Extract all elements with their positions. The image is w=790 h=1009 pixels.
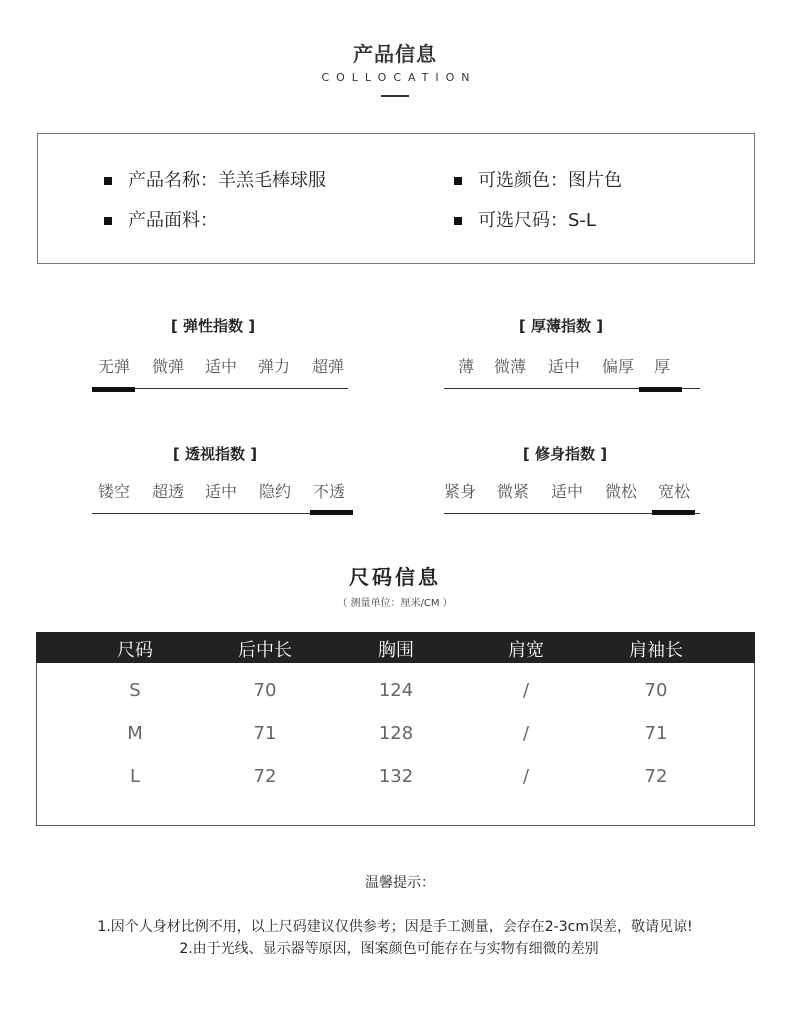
product-info-box	[37, 133, 755, 264]
product-fabric: 产品面料：	[128, 210, 218, 231]
fit-selected-marker	[652, 510, 695, 515]
fit-option: 微松	[604, 482, 637, 501]
product-colors: 可选颜色：图片色	[478, 170, 622, 191]
tip-line-1: 1.因个人身材比例不用，以上尺码建议仅供参考；因是手工测量，会存在2-3cm误差，敬请见谅!	[97, 919, 693, 935]
product-sizes: 可选尺码：S-L	[478, 210, 596, 231]
table-cell: /	[522, 680, 530, 701]
fit-index-title: [ 修身指数 ]	[522, 445, 608, 463]
thickness-option: 薄	[457, 357, 474, 376]
product-name-item	[104, 169, 424, 193]
bullet-icon	[454, 217, 462, 225]
column-header-size: 尺码	[117, 640, 153, 661]
tips-title: 温馨提示：	[365, 875, 435, 891]
transparency-selected-marker	[310, 510, 353, 515]
bullet-icon	[104, 177, 112, 185]
table-cell: 72	[644, 766, 668, 787]
table-cell: M	[127, 723, 143, 744]
table-cell: 128	[378, 723, 414, 744]
page-subtitle: COLLOCATION	[321, 71, 477, 84]
page-title: 产品信息	[353, 42, 437, 66]
thickness-selected-marker	[639, 387, 682, 392]
transparency-option: 隐约	[258, 482, 291, 501]
size-unit-note: （ 测量单位：厘米/CM ）	[337, 598, 453, 609]
table-cell: 71	[253, 723, 277, 744]
elasticity-option: 无弹	[97, 357, 130, 376]
elasticity-option: 适中	[204, 357, 237, 376]
table-cell: /	[522, 723, 530, 744]
product-sizes-item	[454, 209, 734, 233]
thickness-option: 微薄	[493, 357, 526, 376]
thickness-option: 厚	[653, 357, 670, 376]
fit-option: 微紧	[496, 482, 529, 501]
table-cell: S	[129, 680, 141, 701]
fit-option: 适中	[550, 482, 583, 501]
table-cell: 70	[644, 680, 668, 701]
product-name: 产品名称：羊羔毛棒球服	[128, 170, 326, 191]
thickness-index-title: [ 厚薄指数 ]	[518, 317, 604, 335]
table-cell: 124	[378, 680, 414, 701]
elasticity-selected-marker	[92, 387, 135, 392]
transparency-option: 超透	[151, 482, 184, 501]
table-cell: 72	[253, 766, 277, 787]
table-cell: L	[129, 766, 141, 787]
thickness-option: 偏厚	[601, 357, 634, 376]
fit-option: 紧身	[443, 482, 476, 501]
transparency-option: 适中	[204, 482, 237, 501]
table-cell: 132	[378, 766, 414, 787]
product-colors-item	[454, 169, 734, 193]
table-cell: 71	[644, 723, 668, 744]
tip-line-2: 2.由于光线、显示器等原因，图案颜色可能存在与实物有细微的差别	[179, 941, 599, 957]
product-fabric-item	[104, 209, 424, 233]
column-header-sleeve-length: 肩袖长	[629, 640, 683, 661]
table-cell: /	[522, 766, 530, 787]
transparency-option: 不透	[312, 482, 345, 501]
elasticity-index-title: [ 弹性指数 ]	[170, 317, 256, 335]
bullet-icon	[104, 217, 112, 225]
elasticity-option: 弹力	[257, 357, 290, 376]
elasticity-option: 超弹	[311, 357, 344, 376]
table-cell: 70	[253, 680, 277, 701]
column-header-shoulder: 肩宽	[508, 640, 544, 661]
column-header-chest: 胸围	[378, 640, 414, 661]
size-info-title: 尺码信息	[349, 565, 441, 589]
bullet-icon	[454, 177, 462, 185]
fit-option: 宽松	[657, 482, 690, 501]
elasticity-option: 微弹	[151, 357, 184, 376]
column-header-back-length: 后中长	[238, 640, 292, 661]
transparency-index-title: [ 透视指数 ]	[172, 445, 258, 463]
thickness-option: 适中	[547, 357, 580, 376]
transparency-option: 镂空	[97, 482, 130, 501]
title-divider	[381, 95, 409, 97]
